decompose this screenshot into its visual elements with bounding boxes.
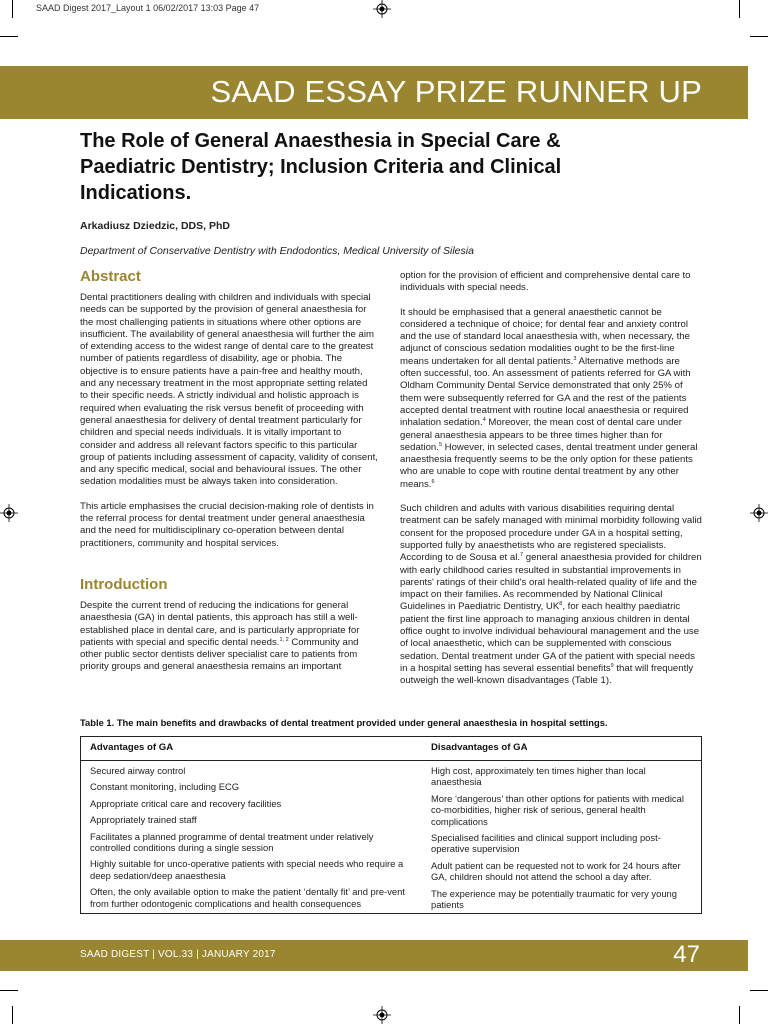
table-header-advantages: Advantages of GA [90, 742, 174, 753]
article-author: Arkadiusz Dziedzic, DDS, PhD [80, 220, 230, 232]
advantages-column [90, 765, 405, 914]
disadvantages-column [431, 765, 696, 915]
left-column [80, 268, 378, 686]
table-cell: More ‘dangerous’ than other options for patients with medical co-morbidities, higher risk of serious, general health complications [431, 792, 684, 827]
table-cell: Facilitates a planned programme of dental treatment under relatively controlled conditions during a single session [90, 830, 374, 854]
citation-ref: 8 [559, 601, 563, 608]
crop-mark [12, 1006, 13, 1024]
citation-ref: 7 [520, 552, 524, 559]
table-cell: Adult patient can be requested not to work for 24 hours after GA, children should not attend the school a day after. [431, 859, 681, 883]
print-slug: SAAD Digest 2017_Layout 1 06/02/2017 13:03 Page 47 [36, 3, 260, 13]
journal-info: SAAD DIGEST | VOL.33 | JANUARY 2017 [80, 949, 276, 960]
crop-mark [0, 990, 18, 991]
citation-ref: 6 [431, 478, 435, 485]
table-header-disadvantages: Disadvantages of GA [431, 742, 528, 753]
crop-mark [12, 0, 13, 18]
registration-mark-icon [0, 504, 18, 522]
table-cell: Often, the only available option to make the patient ‘dentally fit’ and pre-vent from further odontogenic complications and health consequences [90, 886, 405, 909]
abstract-heading: Abstract [80, 268, 141, 285]
article-affiliation: Department of Conservative Dentistry with Endodontics, Medical University of Silesia [80, 245, 474, 257]
introduction-paragraph: Despite the current trend of reducing the indications for general anaesthesia (GA) in dental patients, this approach has still a well-established place in dental care, and is particularly appropriate for patients with special and specific dental needs.$^{1, 2}$ Community and other public sector dentists deliver specialist care to patients from priority groups and general anaesthesia remains an important [80, 599, 360, 673]
table-cell: High cost, approximately ten times higher than local anaesthesia [431, 765, 646, 788]
body-paragraph: option for the provision of efficient and comprehensive dental care to individuals with special needs. [400, 270, 691, 294]
registration-mark-icon [750, 504, 768, 522]
table-cell: Highly suitable for unco-operative patients with special needs who require a deep sedation/deep anaesthesia [90, 858, 404, 881]
footer-band [0, 940, 748, 971]
table-cell: The experience may be potentially traumatic for very young patients [431, 887, 677, 911]
page-number: 47 [673, 941, 700, 968]
article-title: The Role of General Anaesthesia in Special Care & Paediatric Dentistry; Inclusion Criteria and Clinical Indications. [80, 130, 562, 204]
introduction-heading: Introduction [80, 575, 168, 593]
table-cell: Appropriate critical care and recovery facilities [90, 797, 282, 809]
citation-ref: 5 [438, 441, 442, 448]
crop-mark [750, 36, 768, 37]
crop-mark [739, 1006, 740, 1024]
table-cell: Secured airway control [90, 765, 186, 776]
citation-ref: 1, 2 [279, 636, 289, 643]
abstract-paragraph: Dental practitioners dealing with children and individuals with special needs can be supported by the provision of general anaesthesia for the most challenging patients in situations where other options are insufficient. The availability of general anaesthesia will further the aim of extending access to the widest range of dental care to the greatest number of patients regardless of disability, age or phobia. The objective is to ensure patients have a pain-free and healthy mouth, and any necessary treatment in the most appropriate setting related to their specific needs. A strictly individual and holistic approach is required when evaluating the risk versus benefit of proceeding with general anaesthesia for delivery of dental treatment particularly for children and special needs individuals. It is vitally important to consider and address all relevant factors specific to this particular group of patients including assessment of capacity, validity of consent, and any specific medical, social and behavioural issues. The other sedation modalities must be always taken into consideration. [80, 292, 378, 488]
section-title: SAAD ESSAY PRIZE RUNNER UP [210, 74, 702, 109]
body-paragraph: Such children and adults with various disabilities requiring dental treatment can be safely managed with minimal morbidity following valid consent for the proposed procedure under GA in a hospital setting, supported fully by anaesthetists who are registered specialists. According to de Sousa et al.$^7$ general anaesthesia provided for children with early childhood caries resulted in substantial improvements in parents' ratings of their child's oral health-related quality of life and the impact on their families. As recommended by National Clinical Guidelines in Paediatric Dentistry, $UK^8$, for each healthy paediatric patient the first line approach to managing anxious children in dental office ought to involve individual behavioural management and the use of local anaesthetic, which can be supplemented with conscious sedation. Dental treatment under GA of the patient with special needs in a hospital setting has several essential benefits$^9$ that will frequently outweigh the well-known disadvantages (Table 1). [400, 503, 702, 687]
abstract-paragraph: This article emphasises the crucial decision-making role of dentists in the referral process for dental treatment under general anaesthesia and the need for multidisciplinary co-operation between dental practitioners, community and hospital services. [80, 500, 374, 549]
table-cell: Specialised facilities and clinical support including post-operative supervision [431, 832, 661, 855]
registration-mark-icon [373, 1006, 391, 1024]
citation-ref: 4 [482, 417, 486, 424]
citation-ref: 9 [610, 662, 614, 669]
crop-mark [739, 0, 740, 18]
table-header-row [81, 737, 701, 761]
body-paragraph: It should be emphasised that a general anaesthetic cannot be considered a technique of choice; for dental fear and anxiety control and the use of standard local anaesthesia with, when necessary, the adjunct of conscious sedation modalities ought to be the first-line means undertaken for all dental patients.$^3$ Alternative methods are often successful, too. An assessment of patients referred for GA with Oldham Community Dental Service demonstrated that only 25% of them were subsequently referred for GA and the rest of the patients accepted dental treatment with routine local anaesthesia or required inhalation sedation.$^4$ Moreover, the mean cost of dental care under general anaesthesia appears to be three times higher than for sedation.$^5$ However, in selected cases, dental treatment under general anaesthesia frequently seems to be the only option for these patients who are unable to cope with routine dental treatment by any other means.$^6$ [400, 306, 698, 490]
crop-mark [750, 990, 768, 991]
ga-table [80, 736, 702, 914]
table-caption: Table 1. The main benefits and drawbacks of dental treatment provided under general anaesthesia in hospital settings. [80, 717, 608, 728]
registration-mark-icon [373, 0, 391, 18]
citation-ref: 3 [573, 355, 577, 362]
right-column [400, 270, 702, 700]
table-cell: Appropriately trained staff [90, 814, 197, 826]
header-band [0, 66, 748, 119]
table-cell: Constant monitoring, including ECG [90, 781, 240, 793]
crop-mark [0, 36, 18, 37]
